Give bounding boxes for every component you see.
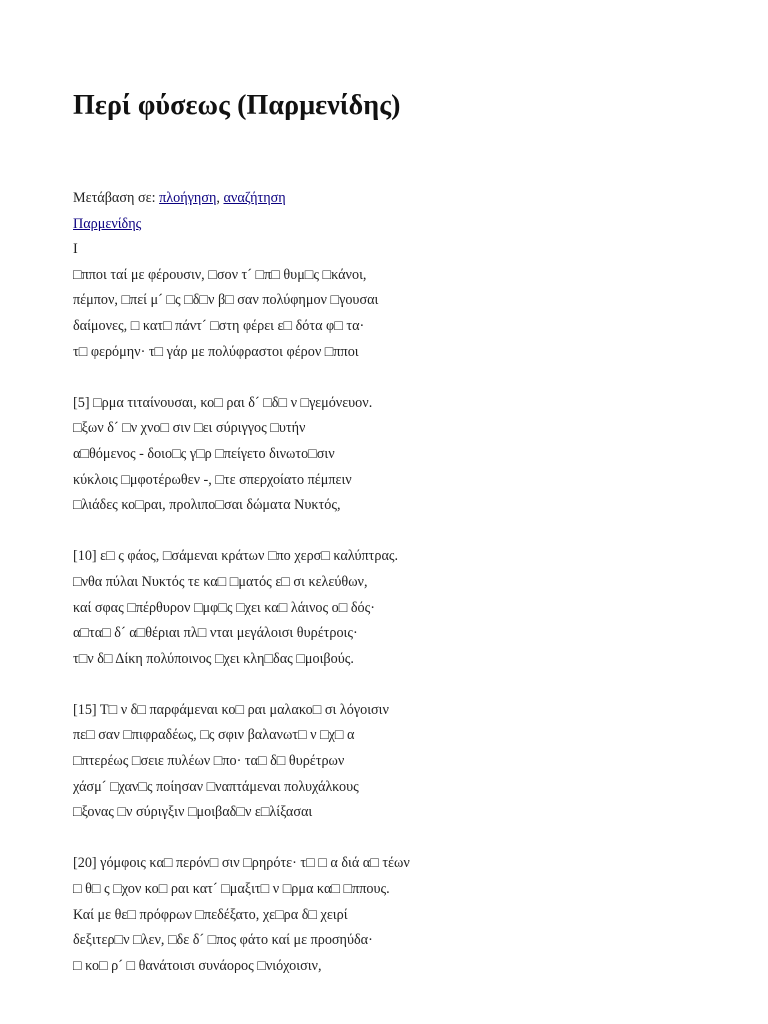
search-link[interactable]: αναζήτηση (223, 190, 286, 206)
verse-line: [20] γόμφοις κα□ περόν□ σιν □ρηρότε· τ□ □ α διά α□ τέων (73, 855, 410, 872)
verse-line: [5] □ρμα τιταίνουσαι, κο□ ραι δ´ □δ□ ν □γεμόνευον. (73, 394, 373, 411)
poem (73, 263, 768, 980)
verse-line: □ξων δ´ □ν χνο□ σιν □ει σύριγγος □υτήν (73, 420, 306, 437)
verse-line: καί σφας □πέρθυρον □μφ□ς □χει κα□ λάινος ο□ δός· (73, 599, 375, 616)
navigation-link[interactable]: πλοήγηση (159, 190, 217, 206)
verse-line: [15] Τ□ ν δ□ παρφάμεναι κο□ ραι μαλακο□ σι λόγοισιν (73, 701, 389, 718)
verse-line: □ξονας □ν σύριγξιν □μοιβαδ□ν ε□λίξασαι (73, 804, 313, 821)
page-title: Περί φύσεως (Παρμενίδης) (73, 90, 401, 121)
verse-line: α□τα□ δ´ α□θέριαι πλ□ νται μεγάλοισι θυρέτροις· (73, 625, 358, 642)
stanza (73, 544, 768, 672)
verse-line: δαίμονες, □ κατ□ πάντ´ □στη φέρει ε□ δότα φ□ τα· (73, 317, 365, 334)
verse-line: □ππoι ταί με φέρουσιν, □σον τ´ □π□ θυμ□ς □κάνοι, (73, 266, 367, 283)
verse-line: πέμπον, □πεί μ´ □ς □δ□ν β□ σαν πολύφημον □γουσαι (73, 292, 379, 309)
verse-line: □νθα πύλαι Νυκτός τε κα□ □ματός ε□ σι κελεύθων, (73, 573, 368, 590)
verse-line: δεξιτερ□ν □λεν, □δε δ´ □πος φάτο καί με προσηύδα· (73, 932, 373, 949)
section-number: I (73, 241, 78, 258)
article-body (73, 186, 768, 979)
verse-line: □πτερέως □σειε πυλέων □πο· τα□ δ□ θυρέτρων (73, 753, 345, 770)
verse-line: □ κο□ ρ´ □ θανάτοισι συνάορος □νιόχοισιν, (73, 957, 322, 974)
verse-line: τ□ν δ□ Δίκη πολύποινος □χει κλη□δας □μοιβούς. (73, 650, 354, 667)
jump-links (73, 186, 768, 212)
verse-line: □ θ□ ς □χον κο□ ραι κατ´ □μαξιτ□ ν □ρμα κα□ □ππους. (73, 881, 390, 898)
author-link[interactable]: Παρμενίδης (73, 215, 142, 232)
verse-line: [10] ε□ ς φάος, □σάμεναι κράτων □πο χερσ□ καλύπτρας. (73, 548, 399, 565)
jump-separator: , (216, 190, 224, 206)
stanza (73, 391, 768, 519)
verse-line: πε□ σαν □πιφραδέως, □ς σφιν βαλανωτ□ ν □χ□ α (73, 727, 355, 744)
verse-line: τ□ φερόμην· τ□ γάρ με πολύφραστοι φέρον □πποι (73, 343, 359, 360)
verse-line: κύκλοις □μφοτέρωθεν -, □τε σπερχοίατο πέμπειν (73, 471, 352, 488)
verse-line: Καί με θε□ πρόφρων □πεδέξατο, χε□ρα δ□ χειρί (73, 906, 348, 923)
verse-line: χάσμ´ □χαν□ς ποίησαν □ναπτάμεναι πολυχάλκους (73, 778, 359, 795)
stanza (73, 851, 768, 979)
stanza (73, 263, 768, 365)
stanza (73, 698, 768, 826)
verse-line: □λιάδες κο□ραι, προλιπο□σαι δώματα Νυκτός, (73, 497, 341, 514)
verse-line: α□θόμενος - δοιο□ς γ□ρ □πείγετο δινωτο□σιν (73, 445, 335, 462)
jump-prefix: Μετάβαση σε: (73, 190, 160, 206)
